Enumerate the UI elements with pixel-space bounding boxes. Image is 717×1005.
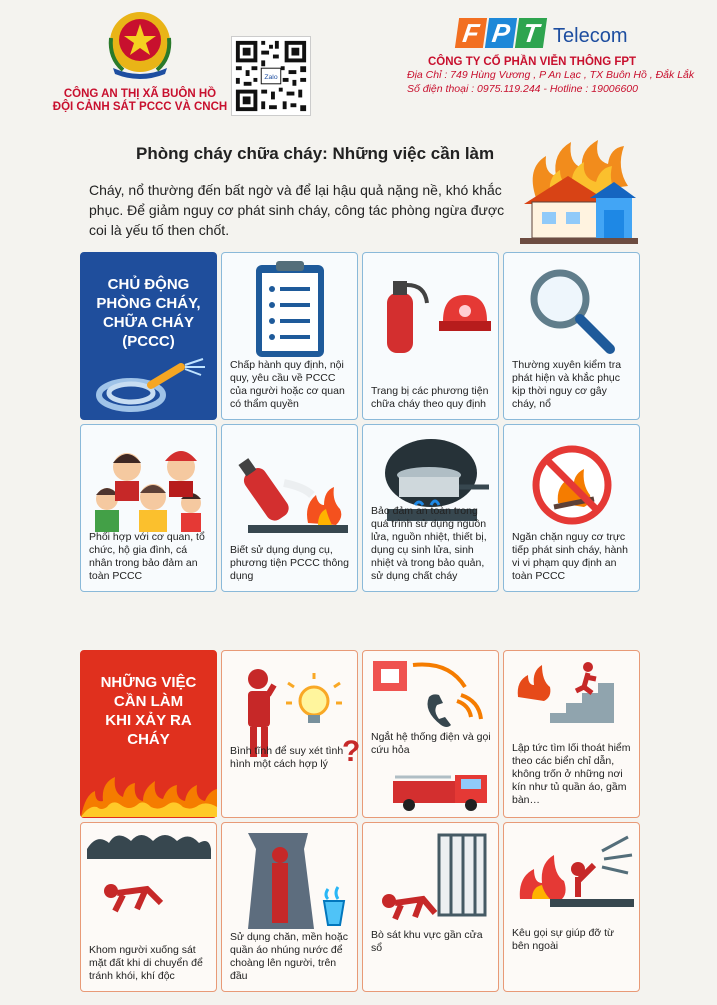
emergency-item bbox=[503, 822, 640, 992]
emergency-item-text: Bình tĩnh để suy xét tình hình một cách hợp lý bbox=[230, 745, 344, 770]
emergency-item-text: Sử dụng chăn, mền hoặc quần áo nhúng nước để choàng lên người, trên đầu bbox=[230, 931, 348, 982]
police-org-line-2: ĐỘI CẢNH SÁT PCCC VÀ CNCH bbox=[52, 101, 228, 113]
qr-code-icon[interactable] bbox=[231, 36, 311, 116]
fpt-logo-letter-f: F bbox=[455, 18, 487, 48]
svg-text:?: ? bbox=[342, 735, 361, 768]
prevention-heading-line: PHÒNG CHÁY, bbox=[96, 295, 201, 312]
company-phone[interactable]: Số điện thoại : 0975.119.244 - Hotline : 19006600 bbox=[407, 83, 638, 95]
prevention-item bbox=[221, 424, 358, 592]
emergency-heading-line: NHỮNG VIỆC bbox=[100, 674, 197, 691]
prevention-item bbox=[362, 424, 499, 592]
fpt-org-block bbox=[395, 18, 695, 96]
emergency-heading-line: CHÁY bbox=[127, 731, 170, 748]
clipboard-checklist-icon bbox=[228, 259, 352, 367]
emergency-heading-line: CẦN LÀM bbox=[113, 693, 184, 710]
emergency-item-text: Ngắt hệ thống điện và gọi cứu hỏa bbox=[371, 731, 491, 756]
page-title: Phòng cháy chữa cháy: Những việc cần làm bbox=[136, 144, 495, 163]
wet-blanket-icon bbox=[228, 829, 352, 937]
emergency-item bbox=[362, 650, 499, 818]
emergency-item bbox=[80, 822, 217, 992]
police-emblem-icon bbox=[105, 8, 175, 82]
company-name: CÔNG TY CỔ PHẦN VIỄN THÔNG FPT bbox=[428, 56, 637, 68]
fpt-telecom-word: Telecom bbox=[553, 25, 628, 47]
prevention-item bbox=[503, 252, 640, 420]
phone-icon bbox=[421, 691, 491, 731]
prevention-item bbox=[221, 252, 358, 420]
emergency-grid bbox=[80, 650, 640, 992]
burning-house-icon bbox=[516, 138, 641, 248]
emergency-item bbox=[221, 650, 361, 818]
prevention-heading-line: CHỦ ĐỘNG bbox=[107, 276, 190, 293]
emergency-item-text: Kêu gọi sự giúp đỡ từ bên ngoài bbox=[512, 927, 615, 952]
call-for-help-icon bbox=[510, 829, 634, 937]
fpt-logo-letter-p: P bbox=[485, 18, 517, 48]
prevention-item-text: Thường xuyên kiểm tra phát hiện và khắc phục kịp thời nguy cơ gây cháy, nổ bbox=[512, 359, 622, 410]
fpt-logo bbox=[457, 18, 695, 48]
emergency-item-text: Khom người xuống sát mặt đất khi di chuyển để tránh khói, khí độc bbox=[89, 944, 203, 982]
prevention-item bbox=[503, 424, 640, 592]
prevention-item-text: Phối hợp với cơ quan, tổ chức, hộ gia đình, cá nhân trong bảo đảm an toàn PCCC bbox=[89, 531, 205, 582]
prevention-heading-line: (PCCC) bbox=[122, 333, 175, 350]
extinguisher-spray-icon bbox=[228, 431, 352, 539]
emergency-item bbox=[503, 650, 640, 818]
emergency-item bbox=[362, 822, 499, 992]
prevention-item-text: Ngăn chặn nguy cơ trực tiếp phát sinh cháy, hành vi vi phạm quy định an toàn PCCC bbox=[512, 531, 628, 582]
emergency-heading bbox=[81, 673, 216, 749]
prevention-heading-cell bbox=[80, 252, 217, 420]
crawl-to-window-icon bbox=[369, 829, 493, 937]
prevention-heading bbox=[81, 275, 216, 351]
magnifying-glass-icon bbox=[510, 259, 634, 367]
fire-truck-icon bbox=[391, 769, 491, 813]
people-group-icon bbox=[87, 431, 211, 539]
prevention-item bbox=[362, 252, 499, 420]
emergency-item-text: Bò sát khu vực gần cửa sổ bbox=[371, 929, 483, 954]
emergency-item bbox=[221, 822, 358, 992]
prevention-heading-line: CHỮA CHÁY bbox=[102, 314, 195, 331]
emergency-heading-cell bbox=[80, 650, 217, 818]
escape-stairs-icon bbox=[510, 657, 634, 727]
no-fire-icon bbox=[510, 431, 634, 539]
svg-text:Zalo: Zalo bbox=[264, 73, 278, 81]
prevention-item-text: Biết sử dụng dụng cụ, phương tiện PCCC thông dụng bbox=[230, 544, 349, 582]
police-org-block bbox=[40, 8, 240, 114]
company-address: Địa Chỉ : 749 Hùng Vương , P An Lạc , TX Buôn Hồ , Đắk Lắk bbox=[407, 69, 695, 81]
extinguisher-alarm-icon bbox=[369, 259, 493, 367]
prevention-item-text: Trang bị các phương tiện chữa cháy theo quy định bbox=[371, 385, 489, 410]
prevention-item-text: Bảo đảm an toàn trong quá trình sử dụng nguồn lửa, nguồn nhiệt, thiết bị, dụng cụ sinh lửa, sinh nhiệt và trong bảo quản, sử dụng chất cháy bbox=[371, 505, 487, 582]
crawl-under-smoke-icon bbox=[87, 829, 211, 937]
emergency-heading-line: KHI XẢY RA bbox=[105, 712, 192, 729]
emergency-item-text: Lập tức tìm lối thoát hiểm theo các biển chỉ dẫn, không trốn ở những nơi kín như tủ quần áo, gầm bàn… bbox=[512, 742, 631, 806]
prevention-item bbox=[80, 424, 217, 592]
police-org-line-1: CÔNG AN THỊ XÃ BUÔN HỒ bbox=[63, 88, 217, 100]
prevention-item-text: Chấp hành quy định, nội quy, yêu cầu về PCCC của người hoặc cơ quan có thẩm quyền bbox=[230, 359, 345, 410]
fire-hose-icon bbox=[91, 357, 211, 415]
intro-text: Cháy, nổ thường đến bất ngờ và để lại hậu quả nặng nề, khó khắc phục. Để giảm nguy cơ phát sinh cháy, công tác phòng ngừa được coi là yếu tố then chốt. bbox=[89, 182, 505, 238]
fpt-logo-letter-t: T bbox=[515, 18, 547, 48]
prevention-grid bbox=[80, 252, 640, 592]
flames-icon bbox=[81, 771, 217, 817]
